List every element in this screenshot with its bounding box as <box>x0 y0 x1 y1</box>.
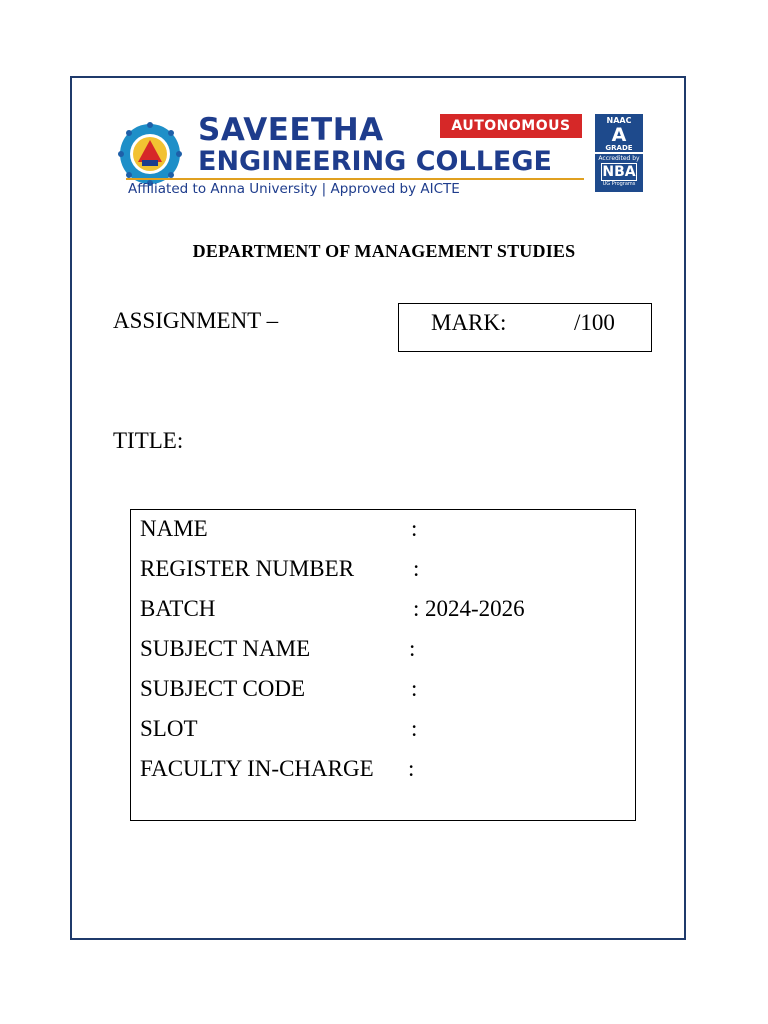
department-heading: DEPARTMENT OF MANAGEMENT STUDIES <box>192 241 576 261</box>
nba-accredited-label: Accredited by <box>598 155 640 162</box>
detail-value: 2024-2026 <box>425 596 525 621</box>
brand-name-line1: SAVEETHA <box>198 112 384 148</box>
naac-label: NAAC <box>606 116 632 125</box>
detail-key: SLOT <box>140 716 198 741</box>
autonomous-badge: AUTONOMOUS <box>440 114 582 138</box>
title-label: TITLE: <box>113 428 184 453</box>
detail-colon: : <box>411 676 418 701</box>
detail-colon: : <box>411 516 418 541</box>
detail-key: REGISTER NUMBER <box>140 556 355 581</box>
college-logo <box>118 112 648 200</box>
detail-colon: : <box>408 756 415 781</box>
student-details-box <box>130 509 636 821</box>
mark-box <box>398 303 652 352</box>
detail-colon: : <box>413 596 420 621</box>
naac-badge <box>595 114 643 152</box>
mark-total: /100 <box>574 310 615 335</box>
assignment-label: ASSIGNMENT – <box>113 308 279 333</box>
naac-grade-label: GRADE <box>605 144 633 152</box>
detail-colon: : <box>411 716 418 741</box>
detail-key: BATCH <box>140 596 216 621</box>
nba-badge <box>595 154 643 192</box>
nba-programs-label: UG Programs <box>602 181 636 187</box>
detail-colon: : <box>409 636 416 661</box>
college-emblem-icon <box>118 122 182 186</box>
mark-label: MARK: <box>431 310 507 335</box>
detail-key: SUBJECT CODE <box>140 676 306 701</box>
nba-mark: NBA <box>602 164 636 180</box>
brand-name-line2: ENGINEERING COLLEGE <box>198 146 552 177</box>
detail-key: SUBJECT NAME <box>140 636 311 661</box>
detail-colon: : <box>413 556 420 581</box>
brand-tagline: Affiliated to Anna University | Approved by AICTE <box>128 181 460 197</box>
detail-key: NAME <box>140 516 208 541</box>
detail-key: FACULTY IN-CHARGE <box>140 756 374 781</box>
naac-grade: A <box>611 124 627 146</box>
